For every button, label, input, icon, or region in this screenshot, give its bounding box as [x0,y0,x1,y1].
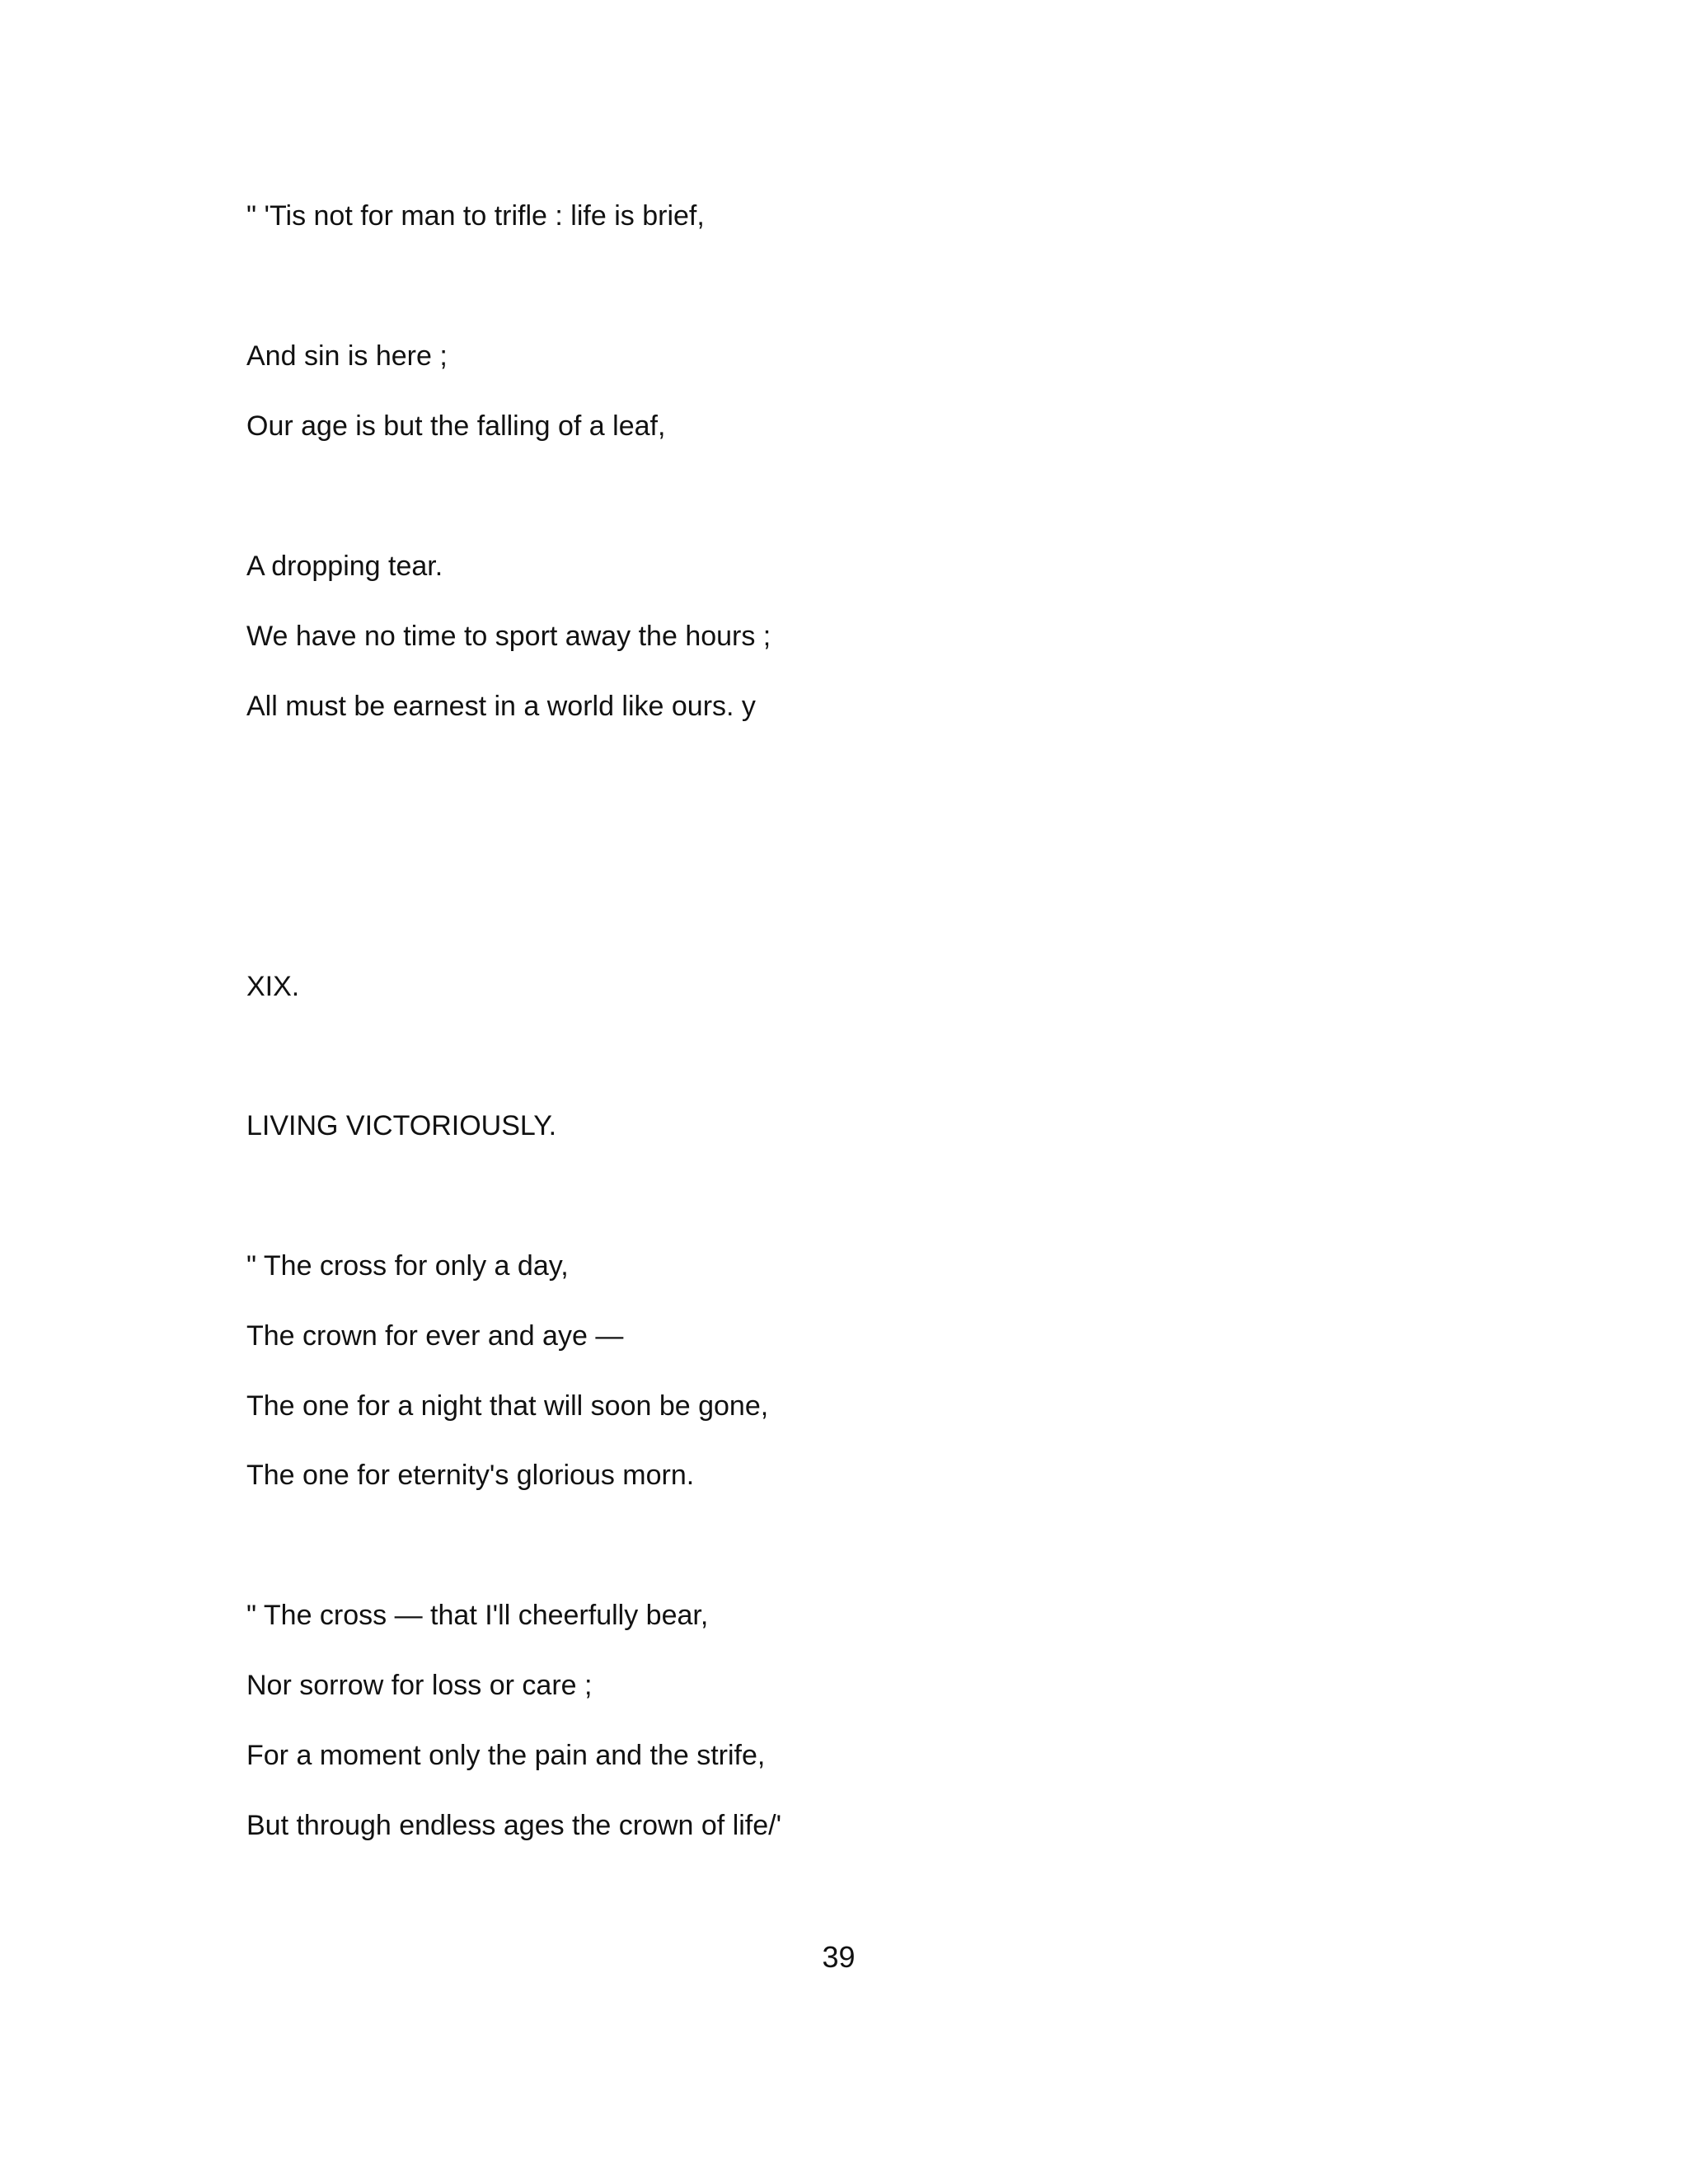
poem-line: " 'Tis not for man to trifle : life is brief, [246,200,705,232]
poem-line: The one for eternity's glorious morn. [246,1460,695,1491]
section-title: LIVING VICTORIOUSLY. [246,1110,557,1141]
poem-line: " The cross — that I'll cheerfully bear, [246,1600,709,1631]
poem-line: For a moment only the pain and the strife, [246,1740,766,1771]
poem-line: We have no time to sport away the hours ; [246,621,771,652]
poem-line: Our age is but the falling of a leaf, [246,410,666,442]
poem-line: " The cross for only a day, [246,1250,569,1282]
poem-line: The crown for ever and aye — [246,1320,624,1352]
page-number: 39 [822,1940,856,1974]
poem-line: The one for a night that will soon be gone, [246,1390,769,1422]
poem-line: A dropping tear. [246,551,443,582]
poem-line: And sin is here ; [246,340,448,372]
section-number: XIX. [246,971,300,1002]
poem-line: All must be earnest in a world like ours. y [246,691,756,722]
poem-line: Nor sorrow for loss or care ; [246,1670,593,1701]
poem-line: But through endless ages the crown of life/' [246,1810,782,1841]
